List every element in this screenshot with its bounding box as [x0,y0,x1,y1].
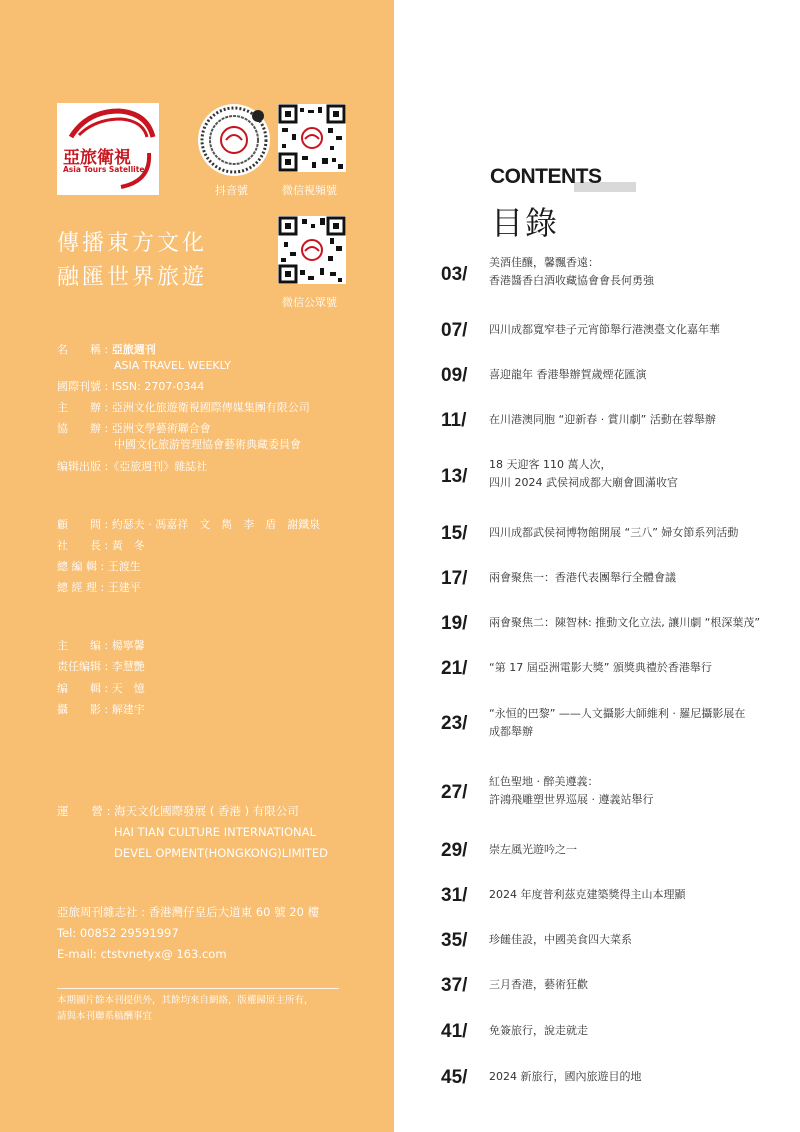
masthead-name-key: 名 稱 : [57,343,112,356]
masthead-name [57,342,156,357]
copyright-note-1: 本期圖片餘本刊提供外，其餘均來自網絡，版權歸原主所有， [57,995,314,1006]
toc-page-number[interactable]: 45/ [441,1067,468,1088]
wechat-channel-qr-code [278,104,346,172]
masthead-host: 主 辦 : 亞洲文化旅遊衛視國際傳媒集團有限公司 [57,401,310,414]
toc-page-number[interactable]: 41/ [441,1021,468,1042]
masthead-president: 社 長 : 黃 冬 [57,539,145,552]
toc-item-title[interactable]: 18 天迎客 110 萬人次， 四川 2024 武侯祠成都大廟會圓滿收官 [489,458,678,489]
douyin-qr-icon [198,104,270,176]
masthead-editing: 编 輯 : 天 憶 [57,682,145,695]
toc-page-number[interactable]: 29/ [441,840,468,861]
toc-page-number[interactable]: 13/ [441,466,468,487]
toc-item-title[interactable]: 美酒佳釀，馨飄香遠： 香港醬香白酒收藏協會會長何勇強 [489,256,654,287]
toc-item-title[interactable]: 紅色聖地 · 醉美遵義： 許鴻飛雕塑世界巡展 · 遵義站舉行 [489,775,654,806]
slogan-line-1: 傳播東方文化 [57,231,208,256]
masthead-issn: 國際刊號 : ISSN: 2707-0344 [57,380,205,393]
douyin-label: 抖音號 [215,184,248,197]
toc-page-number[interactable]: 17/ [441,568,468,589]
toc-item-title[interactable]: 兩會聚焦二：陳智林: 推動文化立法, 讓川劇 “根深葉茂” [489,616,761,629]
toc-item-title[interactable]: 四川成都寬窄巷子元宵節舉行港澳臺文化嘉年華 [489,323,720,336]
toc-item-title[interactable]: 免簽旅行，說走就走 [489,1024,588,1037]
masthead-email: E-mail: ctstvnetyx@ 163.com [57,947,227,961]
toc-page-number[interactable]: 23/ [441,713,468,734]
toc-page-number[interactable]: 27/ [441,782,468,803]
qr-code-icon [278,216,346,284]
masthead-chief-editor: 總 編 輯 : 王渡生 [57,560,141,573]
toc-page-number[interactable]: 35/ [441,930,468,951]
masthead-operator-en-1: HAI TIAN CULTURE INTERNATIONAL [114,825,316,839]
copyright-note-2: 請與本刊聯系稿酬事宜 [57,1011,153,1022]
masthead-address: 亞旅周刊雜志社 : 香港灣仔皇后大道東 60 號 20 樓 [57,905,320,919]
toc-page-number[interactable]: 15/ [441,523,468,544]
slogan-line-2: 融匯世界旅遊 [57,265,208,290]
toc-page-number[interactable]: 11/ [441,410,467,431]
masthead-operator: 運 營 : 海天文化國際發展 ( 香港 ) 有限公司 [57,804,299,818]
toc-page-number[interactable]: 31/ [441,885,468,906]
logo-subtext: Asia Tours Satellite [63,165,145,174]
toc-page-number[interactable]: 03/ [441,264,468,285]
toc-item-title[interactable]: 在川港澳同胞 “迎新春 · 賞川劇” 活動在蓉舉辦 [489,413,716,426]
toc-item-title[interactable]: 三月香港，藝術狂歡 [489,978,588,991]
toc-item-title[interactable]: “第 17 屆亞洲電影大獎” 頒獎典禮於香港舉行 [489,661,712,674]
contents-heading-cn: 目錄 [491,204,560,242]
toc-item-title[interactable]: 四川成都武侯祠博物館開展 “三八” 婦女節系列活動 [489,526,739,539]
douyin-qr-code [198,104,270,176]
toc-item-title[interactable]: 珍饈佳設，中國美食四大菜系 [489,933,632,946]
toc-page-number[interactable]: 19/ [441,613,468,634]
masthead-resp-editor: 责任编辑 : 李慧艷 [57,660,145,673]
brand-logo [57,103,159,195]
masthead-operator-en-2: DEVEL OPMENT(HONGKONG)LIMITED [114,846,329,860]
wechat-channel-label: 微信視頻號 [282,184,337,197]
toc-page-number[interactable]: 07/ [441,320,468,341]
masthead-name-value: 亞旅週刊 [111,343,156,356]
qr-code-icon [278,104,346,172]
masthead-photo: 攝 影 : 解建宇 [57,703,145,716]
masthead-general-manager: 總 經 理 : 王建平 [57,581,141,594]
contents-heading: CONTENTS [490,165,602,188]
toc-item-title[interactable]: 2024 年度普利茲克建築獎得主山本理顯 [489,888,686,901]
divider [57,988,339,989]
toc-item-title[interactable]: 崇左風光遊吟之一 [489,843,577,856]
wechat-public-label: 微信公眾號 [282,296,337,309]
left-panel [0,0,394,1132]
toc-item-title[interactable]: 2024 新旅行，國內旅遊目的地 [489,1070,642,1083]
masthead-tel: Tel: 00852 29591997 [57,926,179,940]
toc-item-title[interactable]: 兩會聚焦一：香港代表團舉行全體會議 [489,571,676,584]
toc-page-number[interactable]: 21/ [441,658,468,679]
logo-text: 亞旅衛視 [63,148,131,168]
masthead-co-organizer-2: 中國文化旅游管理協會藝術典藏委員會 [114,438,301,451]
wechat-public-qr-code [278,216,346,284]
masthead-co-organizer-1: 協 辦 : 亞洲文學藝術聯合會 [57,422,211,435]
masthead-publisher: 编辑出版 :《亞旅週刊》雜誌社 [57,460,208,473]
masthead-editor: 主 编 : 楊寧馨 [57,639,145,652]
toc-item-title[interactable]: 喜迎龍年 香港舉辦賀歲煙花匯演 [489,368,647,381]
toc-page-number[interactable]: 09/ [441,365,468,386]
masthead-advisor: 顧 問 : 約瑟夫 · 馮嘉祥 文 雋 李 盾 謝鐵泉 [57,518,321,531]
toc-page-number[interactable]: 37/ [441,975,468,996]
toc-item-title[interactable]: “永恒的巴黎” ——人文攝影大師維利 · 羅尼攝影展在 成都舉辦 [489,707,746,738]
masthead-name-en: ASIA TRAVEL WEEKLY [114,359,231,372]
